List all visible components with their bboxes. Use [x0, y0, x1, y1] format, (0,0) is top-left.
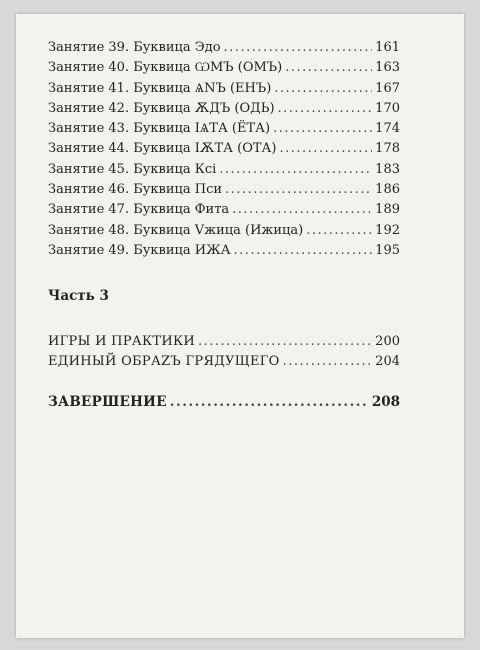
toc-row-lesson-43[interactable]	[48, 119, 400, 139]
part-items-list	[48, 332, 400, 373]
toc-page: 161	[375, 40, 400, 55]
toc-title: ЕДИНЫЙ ОБРАZЪ ГРЯДУЩЕГО	[48, 354, 280, 370]
toc-title: ИГРЫ И ПРАКТИКИ	[48, 334, 195, 349]
toc-row-lesson-39[interactable]	[48, 38, 400, 58]
dot-leader	[283, 352, 373, 372]
toc-row-games[interactable]	[48, 332, 400, 352]
toc-row-conclusion[interactable]	[48, 392, 400, 412]
dot-leader	[274, 79, 372, 99]
toc-row-lesson-41[interactable]	[48, 79, 400, 99]
toc-title: Занятие 47. Буквица Фита	[48, 202, 230, 218]
dot-leader	[198, 332, 372, 352]
toc-row-lesson-49[interactable]	[48, 241, 400, 261]
toc-title: Занятие 45. Буквица Ксі	[48, 161, 217, 177]
toc-title: Занятие 46. Буквица Пси	[48, 182, 223, 198]
toc-page: 170	[375, 100, 400, 116]
dot-leader	[278, 99, 373, 119]
toc-page: 167	[375, 80, 400, 96]
toc-title: Занятие 40. Буквица ѠМЪ (ОМЪ)	[48, 60, 283, 76]
toc-title: Занятие 41. Буквица ѦNЪ (ЕНЪ)	[48, 80, 272, 96]
dot-leader	[219, 160, 372, 180]
toc-row-lesson-46[interactable]	[48, 180, 400, 200]
dot-leader	[232, 200, 372, 220]
toc-row-lesson-48[interactable]	[48, 221, 400, 241]
toc-title: Занятие 49. Буквица ИЖА	[48, 242, 231, 258]
dot-leader	[306, 221, 372, 241]
toc-page: 174	[375, 121, 400, 137]
toc-title: Занятие 39. Буквица Эдо	[48, 40, 221, 55]
toc-row-lesson-47[interactable]	[48, 200, 400, 220]
lessons-list	[48, 38, 400, 261]
dot-leader	[285, 58, 372, 78]
toc-page: 200	[375, 334, 400, 349]
toc-title: Занятие 44. Буквица ІѪТА (ОТА)	[48, 141, 277, 157]
toc-row-future-image[interactable]	[48, 352, 400, 372]
toc-page: 186	[375, 182, 400, 198]
toc-row-lesson-45[interactable]	[48, 160, 400, 180]
toc-title: Занятие 42. Буквица ѪДЪ (ОДЬ)	[48, 100, 275, 116]
toc-title: ЗАВЕРШЕНИЕ	[48, 394, 167, 410]
book-page	[16, 14, 464, 638]
toc-page: 208	[371, 394, 400, 410]
dot-leader	[273, 119, 372, 139]
dot-leader	[279, 139, 372, 159]
toc-row-lesson-44[interactable]	[48, 139, 400, 159]
toc-page: 195	[375, 242, 400, 258]
toc-page: 189	[375, 202, 400, 218]
toc-page: 178	[375, 141, 400, 157]
toc-row-lesson-40[interactable]	[48, 58, 400, 78]
toc-page: 163	[375, 60, 400, 76]
conclusion-block	[48, 392, 400, 412]
toc-page: 192	[375, 222, 400, 238]
toc-title: Занятие 43. Буквица ІѦТА (ЁТА)	[48, 121, 271, 137]
toc-page: 204	[375, 354, 400, 370]
dot-leader	[170, 392, 369, 412]
dot-leader	[224, 38, 373, 58]
toc-row-lesson-42[interactable]	[48, 99, 400, 119]
toc-title: Занятие 48. Буквица Vжица (Ижица)	[48, 222, 304, 238]
toc-page: 183	[375, 161, 400, 177]
part-heading: Часть 3	[48, 288, 109, 304]
dot-leader	[225, 180, 372, 200]
dot-leader	[234, 241, 373, 261]
